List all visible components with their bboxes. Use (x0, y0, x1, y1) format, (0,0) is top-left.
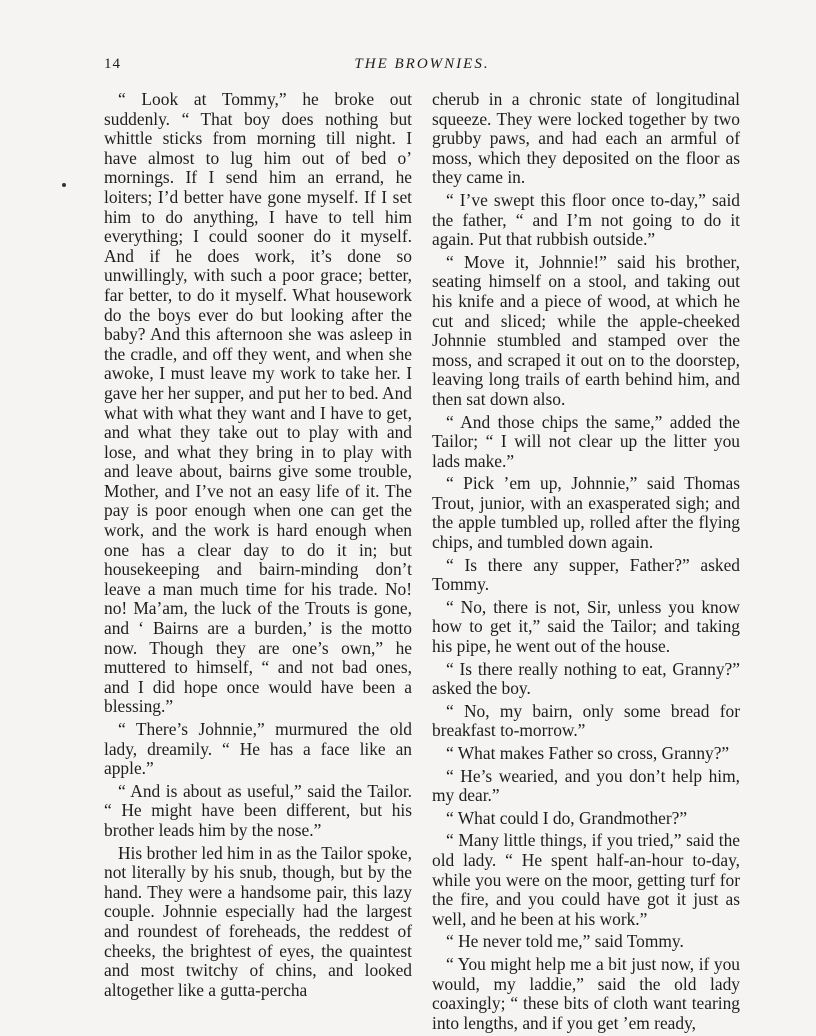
paragraph: “ And those chips the same,” added the Tailor; “ I will not clear up the litter you lads make.” (432, 411, 740, 471)
paragraph: “ Is there really nothing to eat, Granny?” asked the boy. (432, 658, 740, 699)
margin-speck (62, 183, 66, 187)
paragraph: “ He’s wearied, and you don’t help him, my dear.” (432, 765, 740, 806)
running-title: THE BROWNIES. (354, 56, 490, 72)
paragraph: “ No, there is not, Sir, unless you know how to get it,” said the Tailor; and taking his pipe, he went out of the house. (432, 596, 740, 657)
paragraph: “ He never told me,” said Tommy. (446, 931, 684, 952)
paragraph: “ Is there any supper, Father?” asked Tommy. (432, 554, 740, 595)
paragraph: “ What could I do, Grandmother?” (446, 807, 688, 828)
right-column (432, 90, 740, 1036)
paragraph: “ Look at Tommy,” he broke out suddenly. “ That boy does nothing but whittle sticks from morning till night. I have almost to lug him out of bed o’ mornings. If I send him an errand, he loiters; I’d better have gone myself. If I set him to do anything, I have to tell him everything; I could sooner do it myself. And if he does work, it’s done so unwillingly, with such a poor grace; better, far better, to do it myself. What housework do the boys ever do but looking after the baby? And this afternoon she was asleep in the cradle, and off they went, and when she awoke, I must leave my work to take her. I gave her her supper, and put her to bed. And what with what they want and I have to get, and what they take out to play with and lose, and what they bring in to play with and leave about, bairns give some trouble, Mother, and I’ve not an easy life of it. The pay is poor enough when one can get the work, and the work is hard enough when one has a clear day to do it in; but housekeeping and bairn-minding don’t leave a man much time for his trade. No! no! Ma’am, the luck of the Trouts is gone, and ‘ Bairns are a burden,’ is the motto now. Though they are one’s own,” he muttered to himself, “ and not bad ones, and I did hope once would have been a blessing.” (104, 89, 412, 717)
page-header (104, 56, 740, 80)
paragraph: “ I’ve swept this floor once to-day,” said the father, “ and I’m not going to do it again. Put that rubbish outside.” (432, 189, 740, 250)
paragraph: His brother led him in as the Tailor spoke, not literally by his snub, though, but by the hand. They were a handsome pair, this lazy couple. Johnnie especially had the largest and roundest of foreheads, the reddest of cheeks, the brightest of eyes, the quaintest and most twitchy of chins, and looked altogether like a gutta-percha (104, 842, 412, 1000)
paragraph: “ Pick ’em up, Johnnie,” said Thomas Trout, junior, with an exasperated sigh; and the apple tumbled up, rolled after the flying chips, and tumbled down again. (432, 473, 740, 553)
paragraph: “ No, my bairn, only some bread for breakfast to-morrow.” (432, 700, 740, 741)
paragraph: cherub in a chronic state of longitudinal squeeze. They were locked together by two grubby paws, and had each an armful of moss, which they deposited on the floor as they came in. (432, 89, 740, 188)
paragraph: “ What makes Father so cross, Granny?” (446, 743, 730, 763)
paragraph: “ Move it, Johnnie!” said his brother, seating himself on a stool, and taking out his knife and a piece of wood, at which he cut and sliced; while the apple-cheeked Johnnie stumbled and stamped over the moss, and scraped it out on to the doorstep, leaving long trails of earth behind him, and then sat down also. (432, 251, 740, 409)
paragraph: “ You might help me a bit just now, if you would, my laddie,” said the old lady coaxingly; “ these bits of cloth want tearing into lengths, and if you get ’em ready, (432, 953, 740, 1033)
paragraph: “ There’s Johnnie,” murmured the old lady, dreamily. “ He has a face like an apple.” (104, 719, 412, 779)
left-column (104, 90, 412, 1003)
paragraph: “ Many little things, if you tried,” said the old lady. “ He spent half-an-hour to-day, while you were on the moor, getting turf for the fire, and you could have got it just as well, and he been at his work.” (432, 830, 740, 929)
paragraph: “ And is about as useful,” said the Tailor. “ He might have been different, but his brother leads him by the nose.” (104, 780, 412, 840)
page-number: 14 (104, 56, 121, 72)
